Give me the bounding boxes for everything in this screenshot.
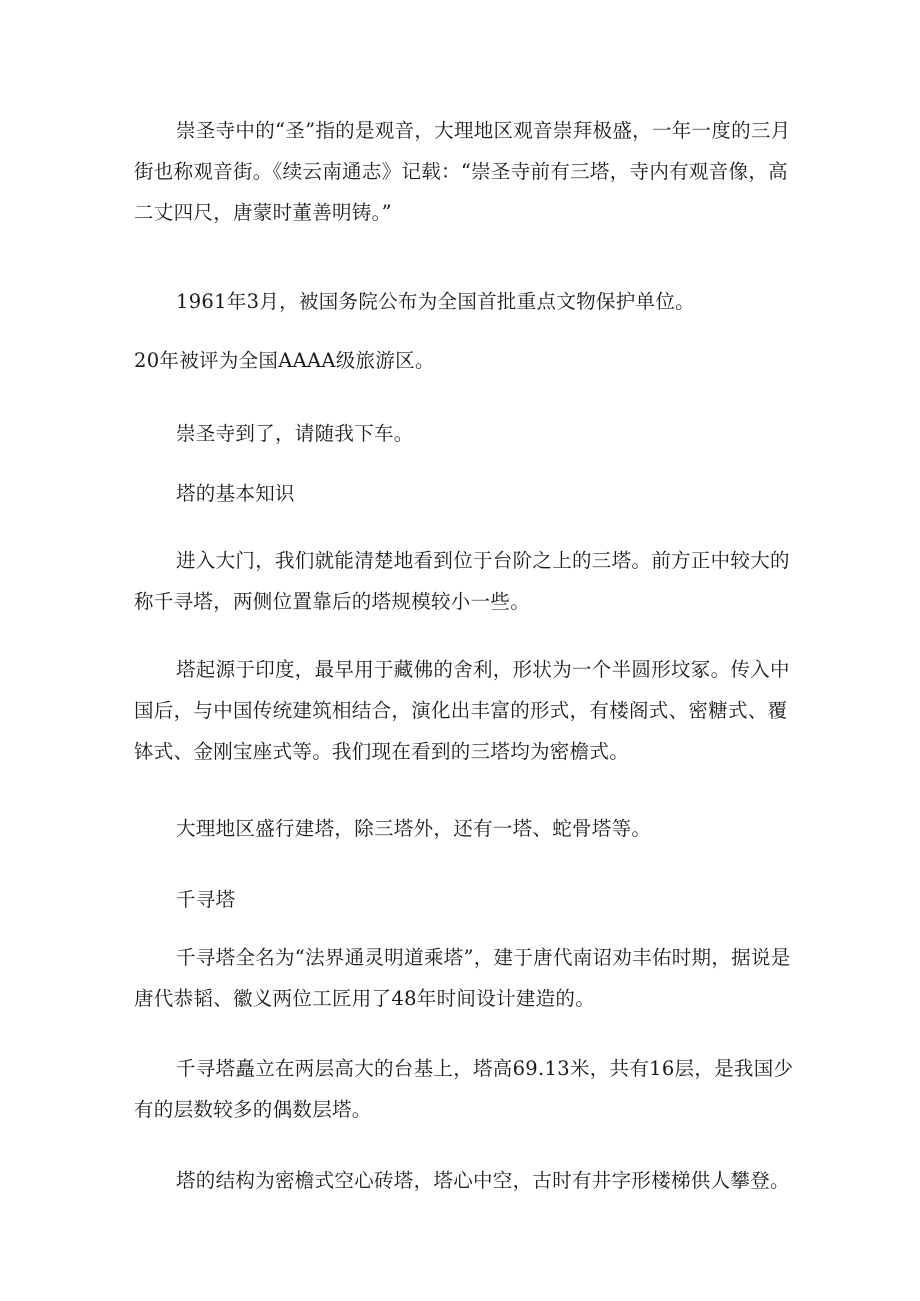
paragraph-entrance: 进入大门，我们就能清楚地看到位于台阶之上的三塔。前方正中较大的称千寻塔，两侧位置靠后的塔规模较小一些。 (134, 549, 790, 613)
paragraph-structure: 塔的结构为密檐式空心砖塔，塔心中空，古时有井字形楼梯供人攀登。 (176, 1169, 790, 1192)
paragraph-qianxun-name: 千寻塔全名为“法界通灵明道乘塔”，建于唐代南诏劝丰佑时期，据说是唐代恭韬、徽义两位工匠用了48年时间设计建造的。 (134, 946, 791, 1010)
paragraph-guanyin: 崇圣寺中的“圣”指的是观音，大理地区观音崇拜极盛，一年一度的三月街也称观音街。《续云南通志》记载：“崇圣寺前有三塔，寺内有观音像，高二丈四尺，唐蒙时董善明铸。” (134, 119, 791, 224)
paragraph-qianxun-height: 千寻塔矗立在两层高大的台基上，塔高69.13米，共有16层，是我国少有的层数较多的偶数层塔。 (134, 1057, 794, 1121)
paragraph-aaaa-rating: 20年被评为全国AAAA级旅游区。 (134, 349, 435, 372)
section-heading-qianxun-pagoda: 千寻塔 (176, 888, 236, 911)
paragraph-dali-pagodas: 大理地区盛行建塔，除三塔外，还有一塔、蛇骨塔等。 (176, 817, 652, 840)
paragraph-pagoda-origin: 塔起源于印度，最早用于藏佛的舍利，形状为一个半圆形坟冢。传入中国后，与中国传统建筑相结合，演化出丰富的形式，有楼阁式、密糖式、覆钵式、金刚宝座式等。我们现在看到的三塔均为密檐式。 (134, 658, 790, 763)
paragraph-protection-unit: 1961年3月，被国务院公布为全国首批重点文物保护单位。 (176, 290, 695, 313)
section-heading-pagoda-basics: 塔的基本知识 (176, 482, 295, 505)
paragraph-arrival: 崇圣寺到了，请随我下车。 (176, 422, 414, 445)
